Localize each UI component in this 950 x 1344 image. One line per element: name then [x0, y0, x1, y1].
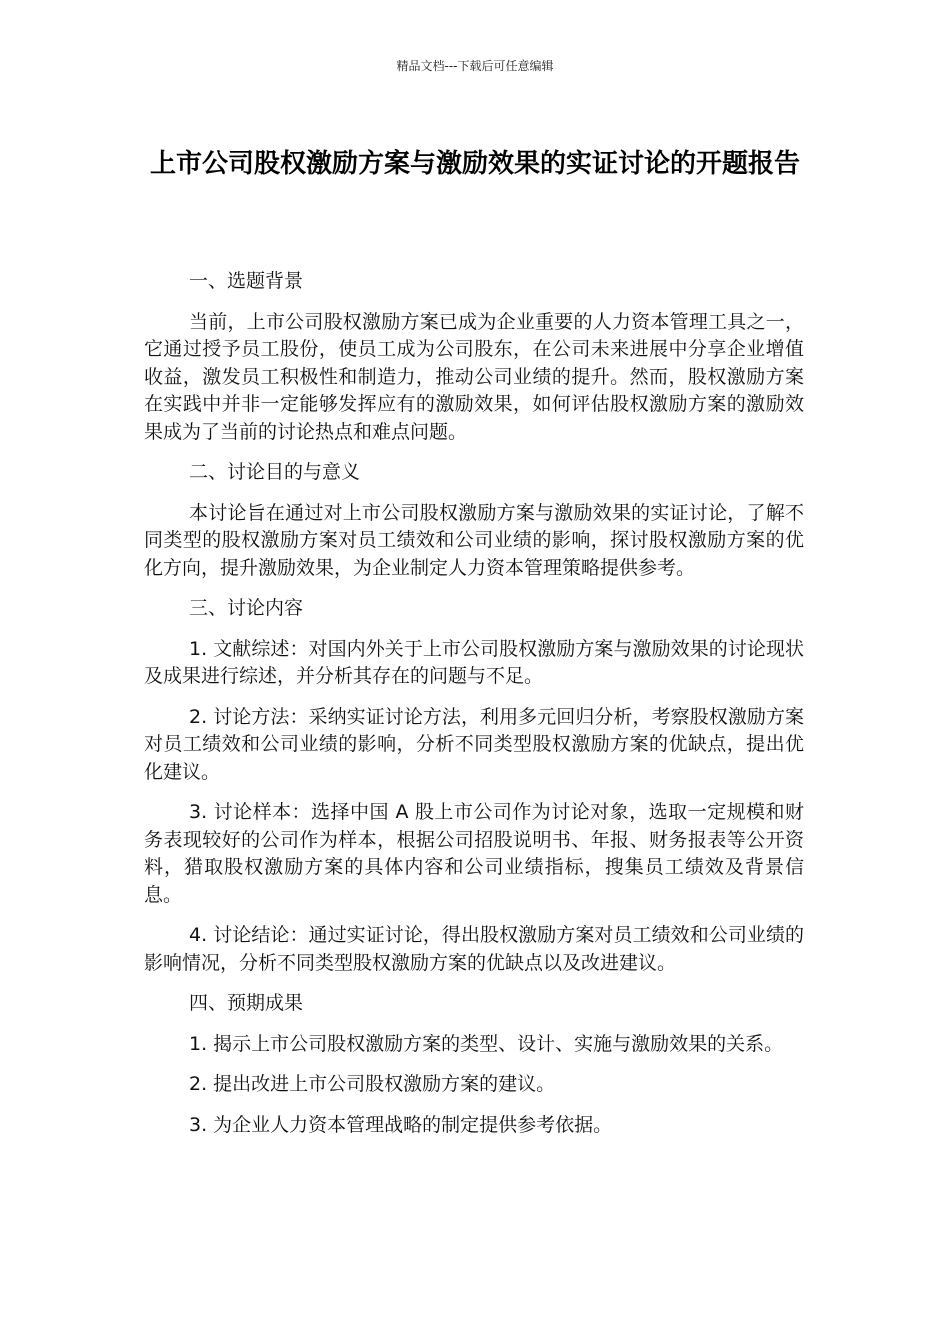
section-heading-content: 三、讨论内容 — [189, 597, 304, 619]
list-item-conclusion: 4. 讨论结论：通过实证讨论，得出股权激励方案对员工绩效和公司业绩的影响情况，分析不同类型股权激励方案的优缺点以及改进建议。 — [144, 924, 804, 974]
list-item-method: 2. 讨论方法：采纳实证讨论方法，利用多元回归分析，考察股权激励方案对员工绩效和公司业绩的影响，分析不同类型股权激励方案的优缺点，提出优化建议。 — [144, 705, 804, 783]
paragraph-background: 当前，上市公司股权激励方案已成为企业重要的人力资本管理工具之一，它通过授予员工股份，使员工成为公司股东，在公司未来进展中分享企业增值收益，激发员工积极性和制造力，推动公司业绩的提升。然而，股权激励方案在实践中并非一定能够发挥应有的激励效果，如何评估股权激励方案的激励效果成为了当前的讨论热点和难点问题。 — [144, 310, 804, 443]
document-body — [144, 268, 804, 1152]
list-item-result-2: 2. 提出改进上市公司股权激励方案的建议。 — [189, 1073, 556, 1095]
page-header-note: 精品文档---下载后可任意编辑 — [396, 59, 554, 73]
list-item-literature-review: 1. 文献综述：对国内外关于上市公司股权激励方案与激励效果的讨论现状及成果进行综述，并分析其存在的问题与不足。 — [144, 637, 804, 687]
list-item-result-3: 3. 为企业人力资本管理战略的制定提供参考依据。 — [189, 1113, 613, 1136]
paragraph-purpose: 本讨论旨在通过对上市公司股权激励方案与激励效果的实证讨论，了解不同类型的股权激励方案对员工绩效和公司业绩的影响，探讨股权激励方案的优化方向，提升激励效果，为企业制定人力资本管理策略提供参考。 — [144, 501, 804, 579]
document-title: 上市公司股权激励方案与激励效果的实证讨论的开题报告 — [149, 149, 800, 179]
list-item-result-1: 1. 揭示上市公司股权激励方案的类型、设计、实施与激励效果的关系。 — [189, 1032, 784, 1055]
section-heading-background: 一、选题背景 — [189, 270, 304, 292]
section-heading-expected-results: 四、预期成果 — [189, 992, 304, 1014]
section-heading-purpose: 二、讨论目的与意义 — [189, 461, 361, 483]
list-item-sample: 3. 讨论样本：选择中国 A 股上市公司作为讨论对象，选取一定规模和财务表现较好的公司作为样本，根据公司招股说明书、年报、财务报表等公开资料，猎取股权激励方案的具体内容和公司业绩指标，搜集员工绩效及背景信息。 — [144, 801, 804, 906]
